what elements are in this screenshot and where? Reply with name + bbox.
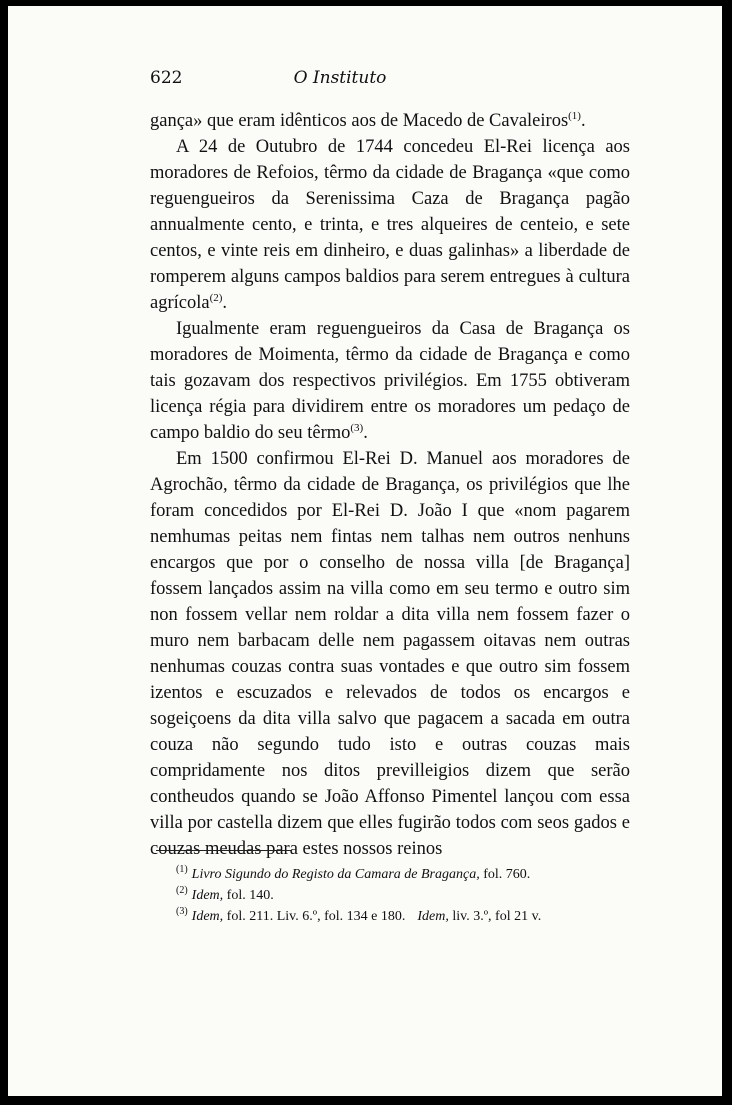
paragraph-continuation: gança» que eram idênticos aos de Macedo de Cavaleiros$^{(1)}$. xyxy=(150,109,586,131)
footnote-folio: fol. 760. xyxy=(483,867,531,882)
footnote-mark: (1) xyxy=(176,864,188,876)
page-header xyxy=(150,68,630,98)
page-number: 622 xyxy=(150,68,183,88)
book-page xyxy=(8,6,722,1096)
footnote-folio: fol. 140. xyxy=(226,888,274,903)
footnote-reference-2[interactable]: (2) xyxy=(209,291,223,304)
footnote-mark: (3) xyxy=(176,906,188,918)
paragraph-moimenta: Igualmente eram reguengueiros da Casa de Bragança os moradores de Moimenta, têrmo da cidade de Bragança e como tais gozavam dos respectivos privilégios. Em 1755 obtiveram licença régia para dividirem entre os moradores um pedaço de campo baldio do seu têrmo$^{(3)}$. xyxy=(150,319,630,443)
footnote-reference-3[interactable]: (3) xyxy=(350,421,364,434)
running-title: O Instituto xyxy=(293,68,387,88)
footnotes xyxy=(176,864,630,927)
footnote-3 xyxy=(176,906,630,927)
footnote-divider xyxy=(156,850,292,851)
footnote-2 xyxy=(176,885,630,906)
footnote-mark: (2) xyxy=(176,885,188,897)
footnote-idem-second: Idem, xyxy=(417,909,449,924)
footnote-idem: Idem, xyxy=(191,909,224,924)
footnote-folio: fol. 211. Liv. 6.º, fol. 134 e 180. xyxy=(226,909,406,924)
footnote-1 xyxy=(176,864,630,885)
paragraph-agrochao: Em 1500 confirmou El-Rei D. Manuel aos moradores de Agrochão, têrmo da cidade de Bragança, os privilégios que lhe foram concedidos por El-Rei D. João I que «nom pagarem nemhumas peitas nem fintas nem talhas nem outros nenhuns encargos que por o conselho de nossa villa [de Bragança] fossem lançados assim na villa como em seu termo e outro sim non fossem vellar nem roldar a dita villa nem fossem fazer o muro nem barbacam delle nem pagassem oitavas nem outras nenhumas couzas contra suas vontades e que outro sim fossem izentos e escuzados e relevados de todos os encargos e sogeiçoens da dita villa salvo que pagacem a sacada em outra couza não segundo tudo isto e outras couzas mais compridamente nos ditos previlleigios dizem que serão contheudos quando se João Affonso Pimentel lançou com essa villa por castella dizem que elles fugirão todos com seos gados e couzas meudas para estes nossos reinos xyxy=(150,449,630,859)
footnote-source-title: Livro Sigundo do Registo da Camara de Bragança, xyxy=(191,867,480,882)
footnote-reference-1[interactable]: (1) xyxy=(568,109,581,122)
body-text xyxy=(150,108,630,862)
footnote-folio-second: liv. 3.º, fol 21 v. xyxy=(452,909,542,924)
paragraph-refoios: A 24 de Outubro de 1744 concedeu El-Rei licença aos moradores de Refoios, têrmo da cidade de Bragança «que como reguengueiros da Serenissima Caza de Bragança pagão annualmente cento, e trinta, e tres alqueires de centeio, e sete centos, e vinte reis em dinheiro, e duas galinhas» a liberdade de romperem alguns campos baldios para serem entregues à cultura agrícola$^{(2)}$. xyxy=(150,137,630,313)
footnote-idem: Idem, xyxy=(191,888,224,903)
